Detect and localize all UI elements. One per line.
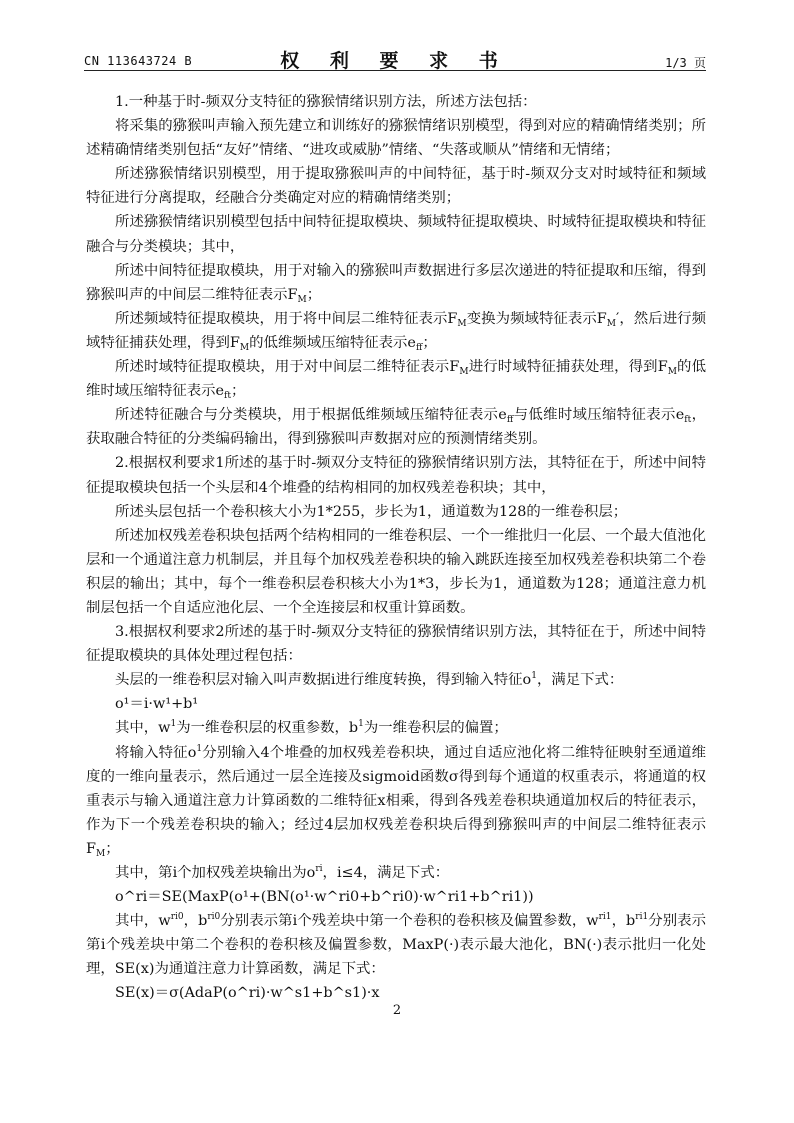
claim-1-para-6: 所述时域特征提取模块，用于对中间层二维特征表示$F_M$进行时域特征捕获处理，得到$F_M$的低维时域压缩特征表示$e_{ft}$； <box>86 359 706 402</box>
claims-body <box>86 90 706 1006</box>
equation-3: SE(x)＝σ(AdaP(o^ri)·w^s1+b^s1)·x <box>115 985 380 1002</box>
claim-1-intro: 1.一种基于时-频双分支特征的猕猴情绪识别方法，所述方法包括： <box>115 94 537 110</box>
claim-1-para-5: 所述频域特征提取模块，用于将中间层二维特征表示$F_M$变换为频域特征表示$F_M'$，然后进行频域特征捕获处理，得到$F_M$的低维频域压缩特征表示$e_{ff}$； <box>86 310 706 353</box>
equation-1: o¹＝i·w¹+b¹ <box>115 696 199 713</box>
claim-1-para-4: 所述中间特征提取模块，用于对输入的猕猴叫声数据进行多层次递进的特征提取和压缩，得到猕猴叫声的中间层二维特征表示$F_M$； <box>86 262 706 305</box>
claim-1-para-2: 所述猕猴情绪识别模型，用于提取猕猴叫声的中间特征，基于时-频双分支对时域特征和频域特征进行分离提取，经融合分类确定对应的精确情绪类别； <box>86 166 706 207</box>
claim-1-para-1: 将采集的猕猴叫声输入预先建立和训练好的猕猴情绪识别模型，得到对应的精确情绪类别；所述精确情绪类别包括“友好”情绪、“进攻或威胁”情绪、“失落或顺从”情绪和无情绪； <box>86 118 706 159</box>
claim-1-para-7: 所述特征融合与分类模块，用于根据低维频域压缩特征表示$e_{ff}$与低维时域压缩特征表示$e_{ft}$，获取融合特征的分类编码输出，得到猕猴叫声数据对应的预测情绪类别。 <box>86 407 706 448</box>
page-number: 2 <box>392 1003 402 1018</box>
patent-number: CN 113643724 B <box>84 54 193 68</box>
claim-2-para-1: 所述头层包括一个卷积核大小为1*255，步长为1，通道数为128的一维卷积层； <box>115 503 628 520</box>
claim-3-intro: 3.根据权利要求2所述的基于时-频双分支特征的猕猴情绪识别方法，其特征在于，所述中间特征提取模块的具体处理过程包括： <box>86 624 706 665</box>
claim-1-para-3: 所述猕猴情绪识别模型包括中间特征提取模块、频域特征提取模块、时域特征提取模块和特征融合与分类模块；其中， <box>86 214 706 255</box>
page-header <box>84 44 706 72</box>
document-title: 权 利 要 求 书 <box>280 50 510 72</box>
equation-2: o^ri＝SE(MaxP(o¹+(BN(o¹·w^ri0+b^ri0)·w^ri1+b^ri1)) <box>115 889 534 906</box>
page-indicator: 1/3 页 <box>665 56 706 70</box>
header-divider <box>84 70 706 71</box>
claim-3-para-5: 其中，$w^{ri0}$，$b^{ri0}$分别表示第i个残差块中第一个卷积的卷积核及偏置参数，$w^{ri1}$，$b^{ri1}$分别表示第i个残差块中第二个卷积的卷积核及偏置参数，MaxP(·)表示最大池化，BN(·)表示批归一化处理，SE(x)为通道注意力计算函数，满足下式： <box>86 912 706 978</box>
claim-2-intro: 2.根据权利要求1所述的基于时-频双分支特征的猕猴情绪识别方法，其特征在于，所述中间特征提取模块包括一个头层和4个堆叠的结构相同的加权残差卷积块；其中， <box>86 455 706 496</box>
claim-3-para-3: 将输入特征$o^1$分别输入4个堆叠的加权残差卷积块，通过自适应池化将二维特征映射至通道维度的一维向量表示，然后通过一层全连接及sigmoid函数σ得到每个通道的权重表示，将通道的权重表示与输入通道注意力计算函数的二维特征x相乘，得到各残差卷积块通道加权后的特征表示，作为下一个残差卷积块的输入；经过4层加权残差卷积块后得到猕猴叫声的中间层二维特征表示$F_M$； <box>86 743 706 859</box>
claim-2-para-2: 所述加权残差卷积块包括两个结构相同的一维卷积层、一个一维批归一化层、一个最大值池化层和一个通道注意力机制层，并且每个加权残差卷积块的输入跳跃连接至加权残差卷积块第二个卷积层的输出；其中，每个一维卷积层卷积核大小为1*3，步长为1，通道数为128；通道注意力机制层包括一个自适应池化层、一个全连接层和权重计算函数。 <box>86 527 706 616</box>
claim-3-para-1: 头层的一维卷积层对输入叫声数据i进行维度转换，得到输入特征$o^1$，满足下式： <box>115 671 624 689</box>
claim-3-para-4: 其中，第i个加权残差块输出为$o^{ri}$，i≤4，满足下式： <box>115 864 450 881</box>
claim-3-para-2: 其中，$w^1$为一维卷积层的权重参数，$b^1$为一维卷积层的偏置； <box>115 719 508 737</box>
